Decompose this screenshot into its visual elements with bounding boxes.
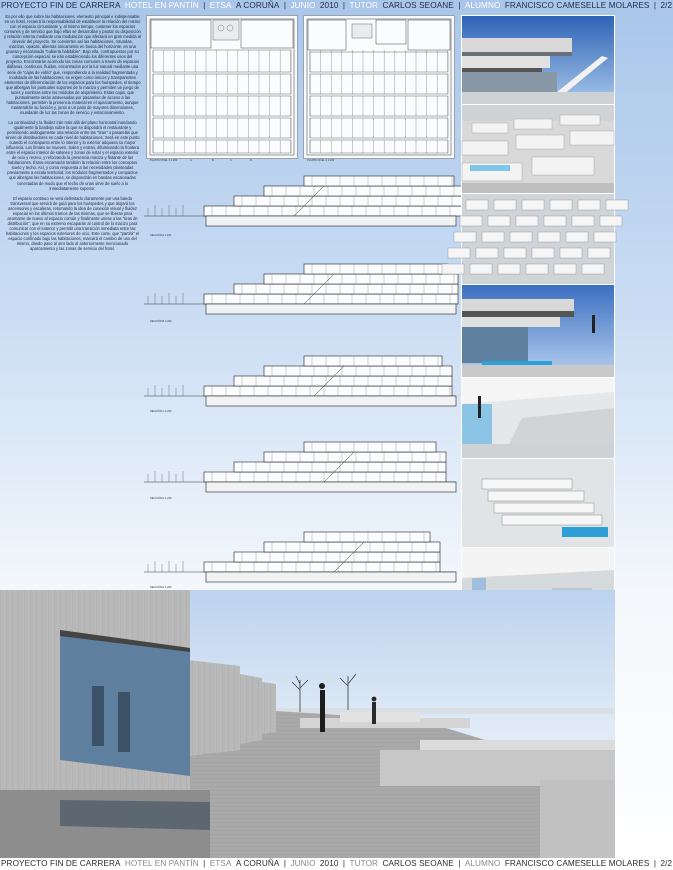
plan-marker-b: B <box>212 159 214 162</box>
page-number-bottom: 2/2 <box>660 859 673 868</box>
description-paragraph-2: La continuidad y la fluidez irán más allá del plano horizontal inundando igualmente la bandeja sobre la que se dispondrá el restaurante y permitiendo análogamente una relación entre las "tiras" o pasarelas que sirven de distribuidores en cada nivel de habitaciones. Será en este punto cuando el contrapunto entre lo interior y lo exterior adquiera su mayor influencia. Los límites se mueven. Salen y entran, difuminando la frontera entre el espacio interior de salones y zonas de estar y el espacio exterior de ocio y recreo, y reforzando la presencia maciza y flotante de las habitaciones. Éstos encamarán también la relación entre los conceptos suelo y techo. Así, y como respuesta a las necesidades planteadas previamente a escala territorial, los módulos fragmentados y compactos que albergan las habitaciones, se dispondrán en bandas escalonadas conectadas de modo que el techo de unas sirve de suelo a lo inmediatamente superior. <box>5 119 140 191</box>
floor-plan-level-4 <box>303 15 455 159</box>
bottom-title-bar <box>0 858 673 870</box>
plan-marker-c: C <box>230 159 232 162</box>
description-paragraph-1: Es por ello que sobre las habitaciones, elemento principal e indispensable en un hotel, recaerá la responsabilidad de establecer la relación del mismo con el espacio circundante y, al mismo tiempo, contener los espacios comunes y de servicio que bajo ellas se desarrollan y pautar su disposición y relación interna mediante una modulación que afectará en gran medida al devenir del proyecto. Se convierten así las habitaciones, rotundas, macizas, opacas, abiertas únicamente en busca del horizonte, en una gruesa y escalonada "cubierta habitable". Bajo ella, contrapuestos por su concepción espacial, se irán estableciendo los diferentes usos del proyecto. Encontrarán acomodo las zonas comunes a través de espacios diáfanos, continuos, fluidos, encontrados por la luz natural mediante una serie de "cajas de vidrio" que, respondiendo a la realidad fragmentada y modulada de las habitaciones, se erigen como únicos y transparentes elementos de diferenciación de los espacios para los huéspedes, el tiempo que albergan los puntuales soportes de lo macizo y permiten un juego de luces y sombras entre los módulos de alojamiento. Estas cajas, que puntualmente serán atravesadas por pasarelas de acceso a las habitaciones, permiten la presencia material en el aparcamiento, aunque mantendrán su función y, junto a un patio de mayores dimensiones, inundarán de luz las zonas de servicio y estacionamiento. <box>4 14 142 115</box>
student-label: ALUMNO <box>464 1 501 10</box>
school-prefix-bottom: ETSA <box>209 859 232 868</box>
year-label: 2010 <box>319 1 339 10</box>
tutor-name-bottom: CARLOS SEOANE <box>382 859 454 868</box>
school-prefix: ETSA <box>209 1 232 10</box>
tutor-label-bottom: TUTOR <box>349 859 379 868</box>
section-d-caption: SECCIÓN D 1:200 <box>150 497 172 500</box>
separator: | <box>458 1 461 10</box>
separator: | <box>203 859 206 868</box>
separator: | <box>458 859 461 868</box>
separator: | <box>203 1 206 10</box>
section-e-caption: SECCIÓN E 1:200 <box>150 586 172 589</box>
render-room-modules <box>461 193 615 285</box>
separator: | <box>342 1 346 10</box>
separator: | <box>653 1 657 10</box>
section-a-drawing <box>144 170 456 240</box>
section-c-caption: SECCIÓN C 1:200 <box>150 410 172 413</box>
hotel-label: HOTEL EN PANTÍN <box>124 1 199 10</box>
section-c-drawing <box>144 350 456 420</box>
render-aerial-view <box>461 458 615 548</box>
floor-plan-level-3 <box>146 15 298 159</box>
section-d-drawing <box>144 436 456 506</box>
section-a-caption: SECCIÓN A 1:200 <box>150 234 172 237</box>
student-name-bottom: FRANCISCO CAMESELLE MOLARES <box>504 859 650 868</box>
plan-caption-left: PLANTA NIVEL 3 1:200 <box>150 159 178 162</box>
tutor-name: CARLOS SEOANE <box>382 1 454 10</box>
month-label: JUNIO <box>290 1 316 10</box>
month-label-bottom: JUNIO <box>290 859 316 868</box>
render-pool-terrace <box>461 284 615 378</box>
plan-marker-a: A <box>190 159 192 162</box>
top-title-bar <box>0 0 673 12</box>
plan-marker-d: D <box>250 159 252 162</box>
description-text <box>4 14 141 256</box>
student-label-bottom: ALUMNO <box>464 859 501 868</box>
plan-caption-right: PLANTA NIVEL 4 1:200 <box>307 159 335 162</box>
hotel-label-bottom: HOTEL EN PANTÍN <box>124 859 199 868</box>
tutor-label: TUTOR <box>349 1 379 10</box>
page-number: 2/2 <box>660 1 673 10</box>
render-interior-lounge <box>461 377 615 459</box>
section-b-caption: SECCIÓN B 1:200 <box>150 320 172 323</box>
render-main-terrace <box>0 590 615 858</box>
render-roof-courtyards <box>461 104 615 194</box>
school-label-bottom: A CORUÑA <box>235 859 280 868</box>
project-label-bottom: PROYECTO FIN DE CARRERA <box>1 859 121 868</box>
section-b-drawing <box>144 258 456 328</box>
separator: | <box>342 859 346 868</box>
section-e-drawing <box>144 526 456 596</box>
school-label: A CORUÑA <box>235 1 280 10</box>
separator: | <box>283 1 287 10</box>
description-paragraph-3: El espacio continuo se verá delimitado claramente por una banda transversal que servirá de guía para los huéspedes y que alojará los ascensores y escaleras, retomando la idea de conexión visual y fluidez espacial en los últimos tramos de las mismas, que se liberan para asomarse de nuevo al espacio común y finalmente unirse a las "tiras de distribución", que en su extremo escaparán al control de lo macizo para comunicar con el exterior y permitir una transición inmediata entre las habitaciones y los espacios exteriores de ocio. Este corte, que "partirá" el espacio confinado bajo las habitaciones, marcará el cambio de uso del mismo, dando paso al otro lado al anteriormente mencionado aparcamiento y las zonas de servicio del hotel. <box>5 195 140 252</box>
year-label-bottom: 2010 <box>319 859 339 868</box>
render-exterior-stairs <box>461 15 615 105</box>
separator: | <box>283 859 287 868</box>
separator: | <box>653 859 657 868</box>
project-label: PROYECTO FIN DE CARRERA <box>1 1 121 10</box>
student-name: FRANCISCO CAMESELLE MOLARES <box>504 1 650 10</box>
